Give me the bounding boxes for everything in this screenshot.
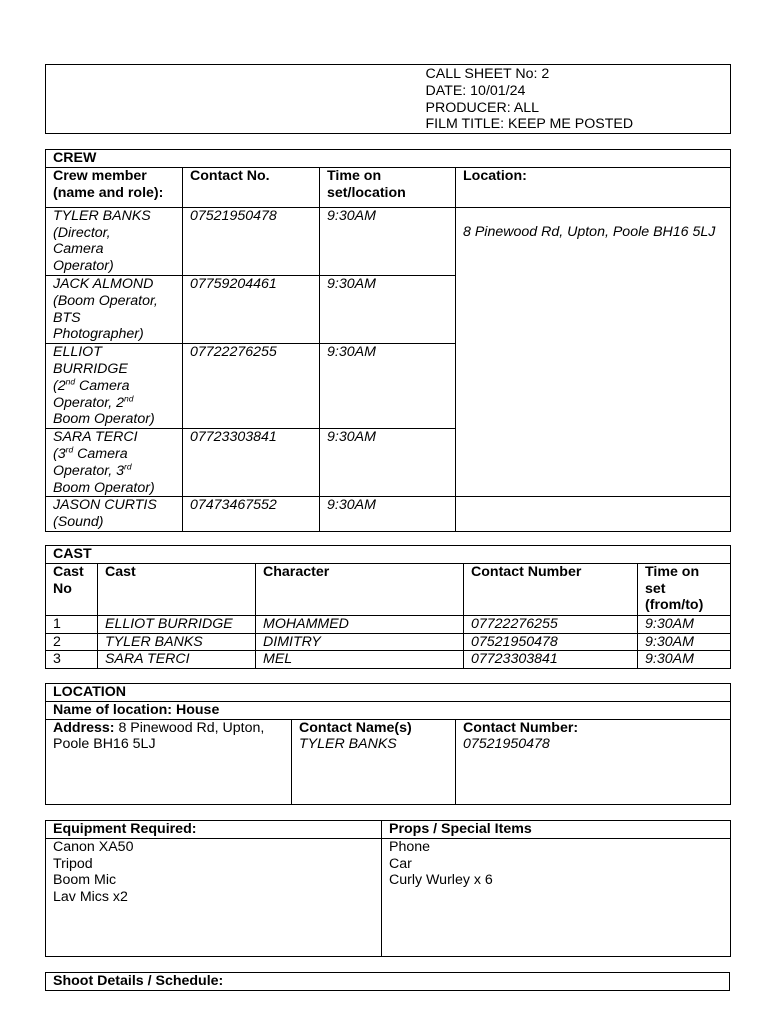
cast-header-contact: Contact Number [464, 563, 638, 615]
list-item: Boom Mic [53, 872, 117, 889]
crew-member: SARA TERCI (3rd Camera Operator, 3rd Boom Operator) [46, 429, 183, 497]
cast-name: TYLER BANKS [98, 633, 256, 651]
list-item: Tripod [53, 855, 93, 872]
cast-character: DIMITRY [256, 633, 464, 651]
crew-table [45, 149, 731, 532]
cast-header-character: Character [256, 563, 464, 615]
film-title: FILM TITLE: KEEP ME POSTED [425, 116, 634, 133]
producer: PRODUCER: ALL [425, 99, 540, 116]
props-label: Props / Special Items [382, 821, 731, 839]
table-row [46, 207, 731, 275]
crew-contact: 07759204461 [183, 275, 320, 343]
crew-header-time: Time on set/location [320, 167, 456, 207]
equipment-props-table [45, 820, 731, 957]
list-item: Phone [389, 838, 431, 855]
list-item: Car [389, 855, 412, 872]
table-row [46, 497, 731, 532]
call-sheet-number: CALL SHEET No: 2 [425, 66, 550, 82]
crew-time: 9:30AM [320, 497, 456, 532]
crew-contact: 07521950478 [183, 207, 320, 275]
location-contact-number: Contact Number: 07521950478 [456, 719, 731, 804]
crew-member: JACK ALMOND (Boom Operator, BTS Photographer) [46, 275, 183, 343]
cast-contact: 07521950478 [464, 633, 638, 651]
cast-no: 3 [46, 651, 98, 669]
cast-title: CAST [46, 546, 731, 564]
table-row [46, 651, 731, 669]
location-title: LOCATION [46, 684, 731, 702]
crew-contact: 07723303841 [183, 429, 320, 497]
location-table [45, 683, 731, 805]
crew-header-contact: Contact No. [183, 167, 320, 207]
cast-character: MEL [256, 651, 464, 669]
table-row [46, 615, 731, 633]
header-box [45, 64, 731, 134]
location-address: Address: 8 Pinewood Rd, Upton, Poole BH16 5LJ [46, 719, 292, 804]
crew-member: TYLER BANKS (Director, Camera Operator) [46, 207, 183, 275]
cast-time: 9:30AM [638, 651, 731, 669]
cast-name: SARA TERCI [98, 651, 256, 669]
cast-contact: 07722276255 [464, 615, 638, 633]
props-list [382, 838, 731, 956]
equipment-list [46, 838, 382, 956]
cast-header-no: Cast No [46, 563, 98, 615]
cast-character: MOHAMMED [256, 615, 464, 633]
location-name: Name of location: House [46, 701, 731, 719]
cast-header-time: Time on set (from/to) [638, 563, 731, 615]
crew-time: 9:30AM [320, 207, 456, 275]
crew-title: CREW [46, 150, 731, 168]
cast-name: ELLIOT BURRIDGE [98, 615, 256, 633]
table-row [46, 633, 731, 651]
list-item: Canon XA50 [53, 838, 134, 855]
equipment-label: Equipment Required: [46, 821, 382, 839]
crew-member: JASON CURTIS (Sound) [46, 497, 183, 532]
cast-no: 2 [46, 633, 98, 651]
cast-no: 1 [46, 615, 98, 633]
location-contact-name: Contact Name(s) TYLER BANKS [292, 719, 456, 804]
cast-contact: 07723303841 [464, 651, 638, 669]
crew-contact: 07473467552 [183, 497, 320, 532]
crew-contact: 07722276255 [183, 344, 320, 429]
cast-time: 9:30AM [638, 615, 731, 633]
schedule-table [45, 972, 730, 991]
crew-member: ELLIOT BURRIDGE (2nd Camera Operator, 2nd Boom Operator) [46, 344, 183, 429]
cast-table [45, 545, 731, 669]
crew-header-member: Crew member (name and role): [46, 167, 183, 207]
schedule-label: Shoot Details / Schedule: [46, 973, 730, 991]
cast-time: 9:30AM [638, 633, 731, 651]
shoot-date: DATE: 10/01/24 [425, 82, 526, 99]
header-info [419, 65, 731, 134]
crew-time: 9:30AM [320, 344, 456, 429]
crew-header-location: Location: [456, 167, 731, 207]
crew-time: 9:30AM [320, 429, 456, 497]
crew-time: 9:30AM [320, 275, 456, 343]
crew-location: 8 Pinewood Rd, Upton, Poole BH16 5LJ [456, 207, 731, 497]
list-item: Lav Mics x2 [53, 889, 128, 906]
list-item: Curly Wurley x 6 [389, 872, 493, 889]
header-spacer [46, 65, 419, 134]
cast-header-cast: Cast [98, 563, 256, 615]
crew-location-empty [456, 497, 731, 532]
